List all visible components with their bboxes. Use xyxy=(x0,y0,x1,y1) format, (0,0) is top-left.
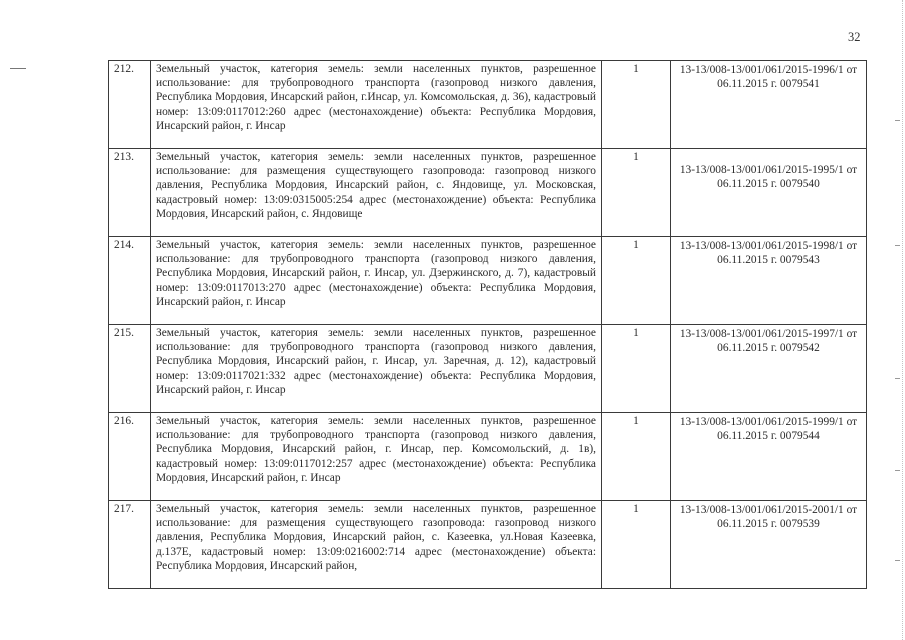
registration-text: 13-13/008-13/001/061/2015-2001/1 от 06.11.2015 г. 0079539 xyxy=(679,504,858,531)
row-quantity: 1 xyxy=(602,149,671,237)
row-number: 212. xyxy=(109,61,151,149)
scan-left-mark xyxy=(10,68,26,69)
description-text: Земельный участок, категория земель: земли населенных пунктов, разрешенное использование: для трубопроводного транспорта (газопровод низкого давления, Республика Мордовия, Инсарский район, г. Инсар, ул. Заречная, д. 12), кадастровый номер: 13:09:0117021:332 адрес (местонахождение) объекта: Республика Мордовия, Инсарский район, г. Инсар xyxy=(156,327,596,396)
registration-text: 13-13/008-13/001/061/2015-1996/1 от 06.11.2015 г. 0079541 xyxy=(679,64,858,91)
row-quantity: 1 xyxy=(602,413,671,501)
scan-mark xyxy=(895,470,900,471)
scan-edge-artifact xyxy=(890,0,903,640)
row-registration xyxy=(671,413,867,501)
row-quantity: 1 xyxy=(602,237,671,325)
description-text: Земельный участок, категория земель: земли населенных пунктов, разрешенное использование: для размещения существующего газопровода: газопровод низкого давления, Республика Мордовия, Инсарский район, с. Яндовище, ул. Московская, кадастровый номер: 13:09:0315005:254 адрес (местонахождение) объекта: Республика Мордовия, Инсарский район, с. Яндовище xyxy=(156,151,596,220)
row-description xyxy=(151,413,602,501)
row-number: 213. xyxy=(109,149,151,237)
row-description xyxy=(151,501,602,589)
description-text: Земельный участок, категория земель: земли населенных пунктов, разрешенное использование: для трубопроводного транспорта (газопровод низкого давления, Республика Мордовия, Инсарский район, г.Инсар, ул. Комсомольская, д. 36), кадастровый номер: 13:09:0117012:260 адрес (местонахождение) объекта: Республика Мордовия, Инсарский район, г. Инсар xyxy=(156,63,596,132)
row-number: 216. xyxy=(109,413,151,501)
row-registration xyxy=(671,61,867,149)
row-number: 214. xyxy=(109,237,151,325)
table-row xyxy=(109,237,867,325)
description-text: Земельный участок, категория земель: земли населенных пунктов, разрешенное использование: для трубопроводного транспорта (газопровод низкого давления, Республика Мордовия, Инсарский район, г. Инсар, пер. Комсомольский, д. 1в), кадастровый номер: 13:09:0117012:257 адрес (местонахождение) объекта: Республика Мордовия, Инсарский район, г. Инсар xyxy=(156,415,596,484)
registration-text: 13-13/008-13/001/061/2015-1997/1 от 06.11.2015 г. 0079542 xyxy=(679,328,858,355)
table-row xyxy=(109,149,867,237)
table-row xyxy=(109,413,867,501)
row-quantity: 1 xyxy=(602,325,671,413)
row-description xyxy=(151,149,602,237)
row-description xyxy=(151,237,602,325)
scan-mark xyxy=(895,120,900,121)
row-number: 217. xyxy=(109,501,151,589)
page-number: 32 xyxy=(848,30,861,44)
registration-text: 13-13/008-13/001/061/2015-1999/1 от 06.11.2015 г. 0079544 xyxy=(679,416,858,443)
table-row xyxy=(109,61,867,149)
row-description xyxy=(151,325,602,413)
registration-text: 13-13/008-13/001/061/2015-1995/1 от 06.11.2015 г. 0079540 xyxy=(679,164,858,191)
row-quantity: 1 xyxy=(602,501,671,589)
scan-mark xyxy=(895,560,900,561)
table-row xyxy=(109,325,867,413)
scan-mark xyxy=(895,245,900,246)
registration-text: 13-13/008-13/001/061/2015-1998/1 от 06.11.2015 г. 0079543 xyxy=(679,240,858,267)
description-text: Земельный участок, категория земель: земли населенных пунктов, разрешенное использование: для размещения существующего газопровода: газопровод низкого давления, Республика Мордовия, Инсарский район, с. Казеевка, ул.Новая Казеевка, д.137Е, кадастровый номер: 13:09:0216002:714 адрес (местонахождение) объекта: Республика Мордовия, Инсарский район, xyxy=(156,503,596,572)
row-registration xyxy=(671,237,867,325)
row-quantity: 1 xyxy=(602,61,671,149)
table-row xyxy=(109,501,867,589)
row-description xyxy=(151,61,602,149)
row-number: 215. xyxy=(109,325,151,413)
row-registration xyxy=(671,501,867,589)
registry-table xyxy=(108,60,867,589)
row-registration xyxy=(671,149,867,237)
description-text: Земельный участок, категория земель: земли населенных пунктов, разрешенное использование: для трубопроводного транспорта (газопровод низкого давления, Республика Мордовия, Инсарский район, г. Инсар, ул. Дзержинского, д. 7), кадастровый номер: 13:09:0117013:270 адрес (местонахождение) объекта: Республика Мордовия, Инсарский район, г. Инсар xyxy=(156,239,596,308)
row-registration xyxy=(671,325,867,413)
scan-mark xyxy=(895,378,900,379)
